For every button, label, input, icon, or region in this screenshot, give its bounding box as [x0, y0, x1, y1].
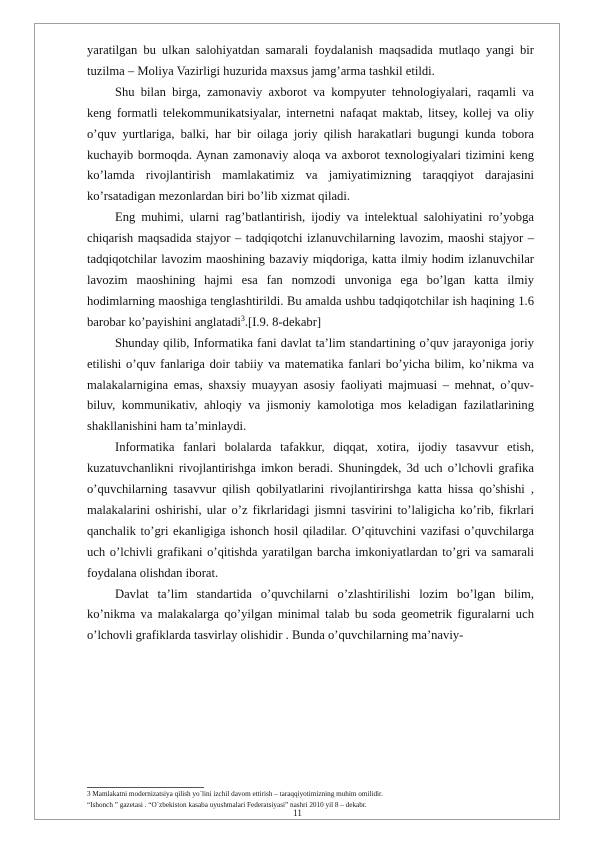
paragraph-informatics: Informatika fanlari bolalarda tafakkur, diqqat, xotira, ijodiy tasavvur etish, kuzatuvchanlikni rivojlantirishga imkon beradi. Shuningdek, 3d uch o’lchovli grafika o’quvchilarning tasavvur qilish qobilyatlarini rivojlantirirshga katta hissa qo’shishi , malakalarini oshirishi, ular o’z fikrlaridagi jismni tasvirini to’laligicha ko’rib, fikrlari qanchalik to’gri ekanligiga ishonch hosil qiladilar. O’qituvchini vazifasi o’quvchilarga uch o’lchivli grafikani o’qitishda yaratilgan barcha imkoniyatlardan to’gri va samarali foydalana olishdan iborat.	[87, 440, 534, 580]
footnote-divider	[87, 787, 204, 788]
footnotes	[87, 789, 534, 810]
page-number: 11	[293, 808, 302, 818]
paragraph-researchers	[87, 207, 534, 332]
paragraph-standard: Shunday qilib, Informatika fani davlat ta’lim standartining o’quv jarayoniga joriy etilishi o’quv fanlariga doir tabiiy va matematika fanlari bo’yicha bilim, ko’nikma va malakalarnigina emas, shaxsiy muayyan asosiy faoliyati majmuasi – mehnat, o’quv-biluv, kommunikativ, ahloqiy va jismoniy kamolotiga mos keladigan fazilatlarining shakllanishini ham ta’minlaydi.	[87, 335, 534, 434]
paragraph-continuation: yaratilgan bu ulkan salohiyatdan samarali foydalanish maqsadida mutlaqo yangi bir tuzilma – Moliya Vazirligi huzurida maxsus jamg’arma tashkil etildi.	[87, 43, 534, 78]
footnote-1: 3 Mamlakatni modernizatsiya qilish yo`lini izchil davom ettirish – taraqqiyotimizning muhim omilidir.	[87, 790, 383, 798]
paragraph-technology: Shu bilan birga, zamonaviy axborot va kompyuter tehnologiyalari, raqamli va keng formatli telekommunikatsiyalar, internetni nafaqat maktab, litsey, kollej va oliy o’quv yurtlariga, balki, har bir oilaga joriy qilish harakatlari bugungi kunda tobora kuchayib bormoqda. Aynan zamonaviy aloqa va axborot texnologiyalari tizimini keng ko’lamda rivojlantirish mamlakatimiz va jamiyatimizning taraqqiyot darajasini ko’rsatadigan mezonlardan biri bo’lib xizmat qiladi.	[87, 84, 534, 204]
citation: .[I.9. 8-dekabr]	[244, 314, 322, 329]
paragraph-requirements: Davlat ta’lim standartida o’quvchilarni o’zlashtirilishi lozim bo’lgan bilim, ko’nikma va malakalarga qo’yilgan minimal talab bu soda geometrik figuralarni uch o’lchovli grafiklarda tasvirlay olishidir . Bunda o’quvchilarning ma’naviy-	[87, 586, 534, 643]
footnote-reference[interactable]: 3	[240, 313, 245, 323]
footnote-2: “Ishonch ” gazetasi . “O`zbekiston kasaba uyushmalari Federatsiyasi” nashri 2010 yil 8 – dekabr.	[87, 800, 367, 809]
paragraph-researchers-text: Eng muhimi, ularni rag’batlantirish, ijodiy va intelektual salohiyatini ro’yobga chiqarish maqsadida stajyor – tadqiqotchi izlanuvchilarning lavozim, maoshi stajyor – tadqiqotchilar lavozim maoshining bazaviy miqdoriga, katta ilmiy hodim izlanuvchilar lavozim maoshining hajmi esa fan nomzodi unvoniga ega bo’lgan katta ilmiy hodimlarning maoshiga tenglashtirildi. Bu amalda ushbu tadqiqotchilar ish haqining 1.6 barobar ko’payishini anglatadi	[87, 210, 534, 329]
document-body	[87, 40, 534, 646]
